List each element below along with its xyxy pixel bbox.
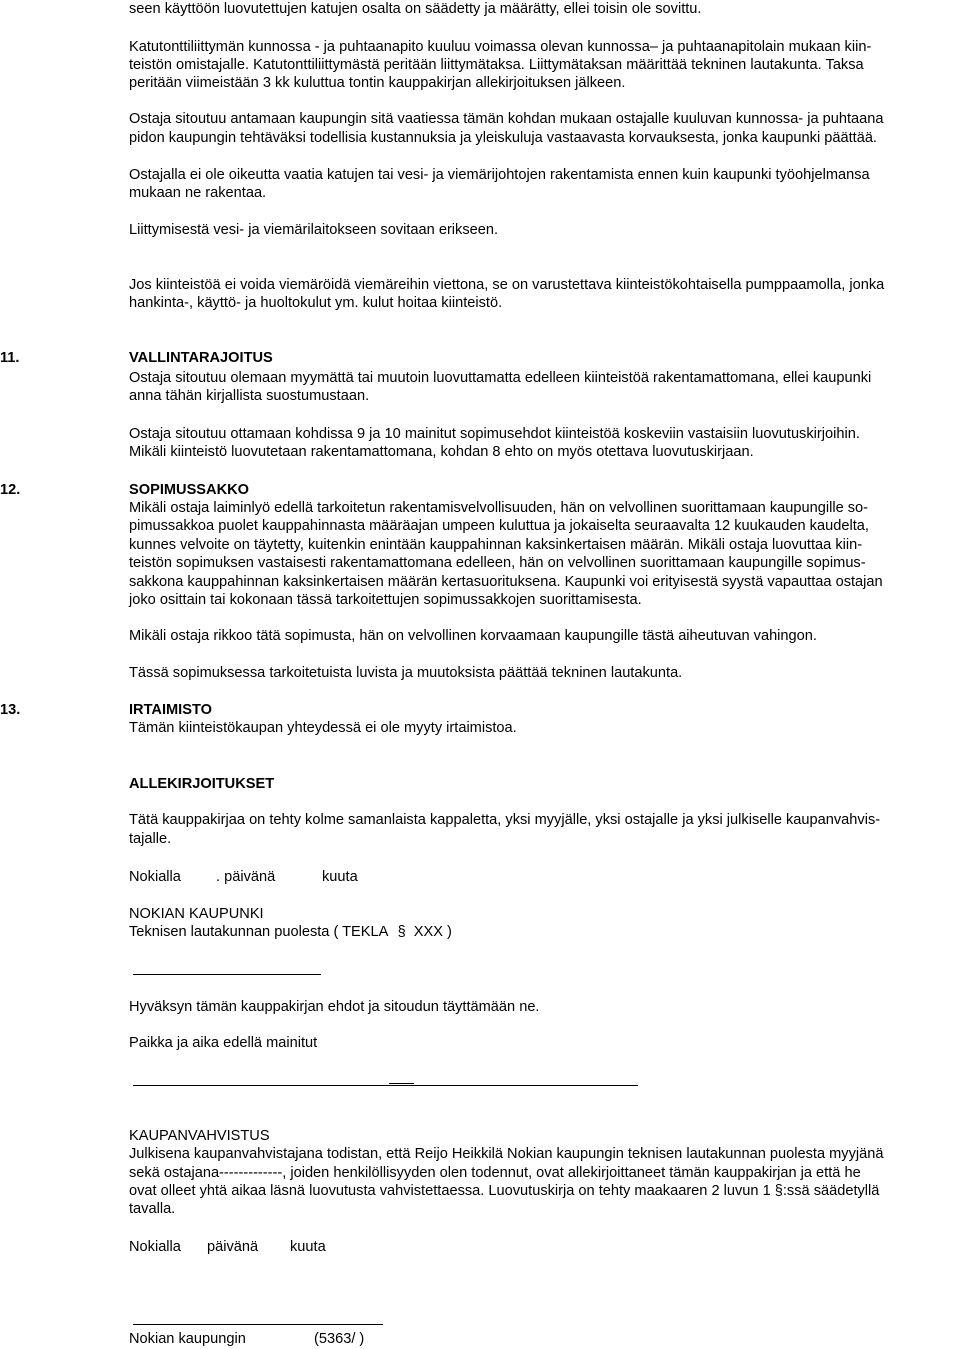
place-label: Nokialla (129, 869, 181, 885)
section-number: 13. (0, 702, 21, 718)
paragraph-text: Mikäli ostaja laiminlyö edellä tarkoitetun rakentamisvelvollisuuden, hän on velvollinen suorittamaan kaupungille so- (129, 500, 869, 516)
paragraph-text: Jos kiinteistöä ei voida viemäröidä viemäreihin viettona, se on varustettava kiinteistökohtaisella pumppaamolla, jonka (129, 277, 885, 293)
paragraph-text: Liittymisestä vesi- ja viemärilaitokseen sovitaan erikseen. (129, 222, 499, 238)
day-label: päivänä (207, 1239, 259, 1255)
paragraph-text: tajalle. (129, 831, 172, 847)
paragraph-text: hankinta-, käyttö- ja huoltokulut ym. kulut hoitaa kiinteistö. (129, 295, 503, 311)
paragraph-text: peritään viimeistään 3 kk kuluttua tontin kauppakirjan allekirjoituksen jälkeen. (129, 75, 626, 91)
signatory-line (129, 923, 954, 941)
paragraph-text: Paikka ja aika edellä mainitut (129, 1035, 318, 1051)
paragraph-text: pidon kaupungin tehtäväksi todellisia kustannuksia ja yleiskuluja vastaavasta korvauksesta, jonka kaupunki päättää. (129, 130, 877, 146)
section-heading: VALLINTARAJOITUS (129, 350, 273, 366)
on-behalf-text: Teknisen lautakunnan puolesta ( TEKLA (129, 924, 388, 940)
place-label: Nokialla (129, 1239, 181, 1255)
section-heading: IRTAIMISTO (129, 702, 212, 718)
signature-line (133, 974, 321, 975)
signature-line (133, 1085, 638, 1086)
paragraph-text: Tämän kiinteistökaupan yhteydessä ei ole myyty irtaimistoa. (129, 720, 517, 736)
section-number: 12. (0, 482, 21, 498)
paragraph-text: kunnes velvoite on täytetty, kuitenkin enintään kauppahinnan kaksinkertaisen määrän. Mikäli ostaja luovuttaa kiin- (129, 537, 863, 553)
month-label: kuuta (322, 869, 358, 885)
paragraph-text: sakkona kauppahinnan kaksinkertaisen määrän kertasuorituksena. Kaupunki voi erityisestä syystä vapauttaa ostajan (129, 574, 883, 590)
paragraph-text: Ostaja sitoutuu ottamaan kohdissa 9 ja 10 mainitut sopimusehdot kiinteistöä koskeviin vastaisiin luovutuskirjoihin. (129, 426, 860, 442)
section-sign: § (397, 924, 406, 940)
paragraph-text: Ostaja sitoutuu antamaan kaupungin sitä vaatiessa tämän kohdan mukaan ostajalle kuuluvan kunnossa- ja puhtaana (129, 111, 884, 127)
paragraph-text: ovat olleet yhtä aikaa läsnä luovutusta vahvistettaessa. Luovutuskirja on tehty maakaaren 2 luvun 1 §:ssä säädetyllä (129, 1183, 880, 1199)
signature-line-mark (389, 1083, 414, 1084)
certification-heading: KAUPANVAHVISTUS (129, 1128, 270, 1144)
section-heading: SOPIMUSSAKKO (129, 482, 250, 498)
day-label: . päivänä (216, 869, 276, 885)
organization-name: NOKIAN KAUPUNKI (129, 906, 264, 922)
paragraph-text: Hyväksyn tämän kauppakirjan ehdot ja sitoudun täyttämään ne. (129, 999, 540, 1015)
signatures-heading: ALLEKIRJOITUKSET (129, 776, 275, 792)
paragraph-text: Tätä kauppakirjaa on tehty kolme samanlaista kappaletta, yksi myyjälle, yksi ostajalle ja yksi julkiselle kaupanvahvis- (129, 812, 881, 828)
paragraph-text: joko osittain tai kokonaan tässä tarkoitettujen sopimussakkojen suorittamisesta. (129, 592, 642, 608)
paragraph-text: Mikäli ostaja rikkoo tätä sopimusta, hän on velvollinen korvaamaan kaupungille tästä aiheutuvan vahingon. (129, 628, 817, 644)
paragraph-text: Julkisena kaupanvahvistajana todistan, että Reijo Heikkilä Nokian kaupungin teknisen lautakunnan puolesta myyjänä (129, 1146, 884, 1162)
month-label: kuuta (290, 1239, 326, 1255)
paragraph-text: mukaan ne rakentaa. (129, 185, 267, 201)
paragraph-text: Ostaja sitoutuu olemaan myymättä tai muutoin luovuttamatta edelleen kiinteistöä rakentamattomana, ellei kaupunki (129, 370, 872, 386)
paragraph-text: Ostajalla ei ole oikeutta vaatia katujen tai vesi- ja viemärijohtojen rakentamista ennen kuin kaupunki työohjelmansa (129, 167, 870, 183)
paragraph-text: pimussakkoa puolet kauppahinnasta määräajan umpeen kuluttua ja jokaiselta seuraavalta 12 kuukauden kaudelta, (129, 518, 869, 534)
paragraph-text: tavalla. (129, 1201, 176, 1217)
footer-line (129, 1330, 954, 1348)
paragraph-text: Katutonttiliittymän kunnossa - ja puhtaanapito kuuluu voimassa olevan kunnossa– ja puhtaanapitolain mukaan kiin- (129, 39, 872, 55)
section-number: 11. (0, 350, 20, 366)
footer-reference: (5363/ ) (314, 1331, 365, 1347)
paragraph-text: anna tähän kirjallista suostumustaan. (129, 388, 370, 404)
paragraph-text: seen käyttöön luovutettujen katujen osalta on säädetty ja määrätty, ellei toisin ole sovittu. (129, 1, 702, 17)
paragraph-text: Tässä sopimuksessa tarkoitetuista luvista ja muutoksista päättää tekninen lautakunta. (129, 665, 683, 681)
paragraph-text: sekä ostajana-------------, joiden henkilöllisyyden olen todennut, ovat allekirjoittaneet tämän kauppakirjan ja että he (129, 1165, 861, 1181)
paragraph-text: teistön sopimuksen vastaisesti rakentamattomana edelleen, hän on velvollinen suorittamaan kaupungille sopimus- (129, 555, 866, 571)
date-line (129, 1238, 954, 1256)
date-line (129, 868, 954, 886)
paragraph-text: teistön omistajalle. Katutonttiliittymästä peritään liittymätaksa. Liittymätaksan määrittää tekninen lautakunta. Taksa (129, 57, 864, 73)
paragraph-text: Mikäli kiinteistö luovutetaan rakentamattomana, kohdan 8 ehto on myös otettava luovutuskirjaan. (129, 444, 754, 460)
meeting-reference: XXX ) (413, 924, 452, 940)
footer-city: Nokian kaupungin (129, 1331, 246, 1347)
signature-line (133, 1324, 383, 1325)
